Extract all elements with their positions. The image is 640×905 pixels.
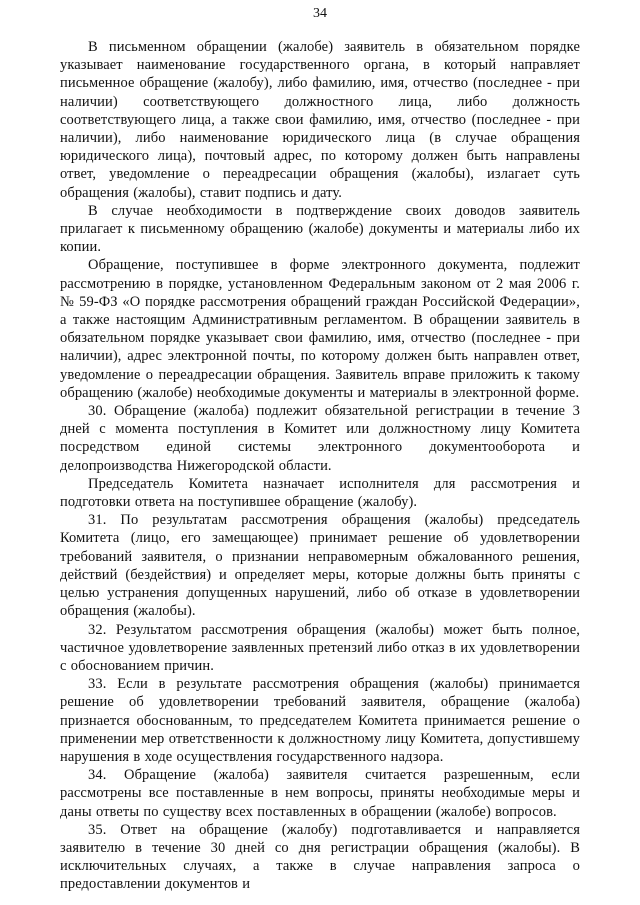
document-page <box>60 0 580 894</box>
paragraph-supporting-documents: В случае необходимости в подтверждение своих доводов заявитель прилагает к письменному обращению (жалобе) документы и материалы либо их копии. <box>60 202 580 256</box>
paragraph-executor-assignment: Председатель Комитета назначает исполнителя для рассмотрения и подготовки ответа на поступившее обращение (жалобу). <box>60 475 580 511</box>
paragraph-item-32-result: 32. Результатом рассмотрения обращения (жалобы) может быть полное, частичное удовлетворение заявленных претензий либо отказ в их удовлетворении с обоснованием причин. <box>60 621 580 674</box>
paragraph-item-33-responsibility: 33. Если в результате рассмотрения обращения (жалобы) принимается решение об удовлетворении требований заявителя, обращение (жалоба) признается обоснованным, то председателем Комитета принимается решение о применении мер ответственности к должностному лицу Комитета, допустившему нарушения в ходе осуществления государственного надзора. <box>60 676 580 765</box>
paragraph-item-31-decision: 31. По результатам рассмотрения обращения (жалобы) председатель Комитета (лицо, его замещающее) принимает решение об удовлетворении требований заявителя, о признании неправомерным обжалованного решения, действий (бездействия) и определяет меры, которые должны быть приняты с целью устранения допущенных нарушений, либо об отказе в удовлетворении обращения (жалобы). <box>60 512 580 620</box>
page-number: 34 <box>313 6 327 21</box>
paragraph-electronic-complaint: Обращение, поступившее в форме электронного документа, подлежит рассмотрению в порядке, установленном Федеральным законом от 2 мая 2006 г. № 59-ФЗ «О порядке рассмотрения обращений граждан Российской Федерации», а также настоящим Административным регламентом. В обращении заявитель в обязательном порядке указывает свои фамилию, имя, отчество (последнее - при наличии), адрес электронной почты, по которому должен быть направлен ответ, уведомление о переадресации обращения. Заявитель вправе приложить к такому обращению (жалобе) необходимые документы и материалы в электронной форме. <box>60 257 580 401</box>
paragraph-item-30-registration: 30. Обращение (жалоба) подлежит обязательной регистрации в течение 3 дней с момента поступления в Комитет или должностному лицу Комитета посредством единой системы электронного документооборота и делопроизводства Нижегородской области. <box>60 403 580 474</box>
paragraph-item-34-resolved: 34. Обращение (жалоба) заявителя считается разрешенным, если рассмотрены все поставленные в нем вопросы, приняты необходимые меры и даны ответы по существу всех поставленных в обращении (жалобе) вопросов. <box>60 767 580 820</box>
paragraph-item-35-response-deadline: 35. Ответ на обращение (жалобу) подготавливается и направляется заявителю в течение 30 дней со дня регистрации обращения (жалобы). В исключительных случаях, а также в случае направления запроса о предоставлении документов и <box>60 821 580 893</box>
paragraph-written-complaint-requirements: В письменном обращении (жалобе) заявитель в обязательном порядке указывает наименование государственного органа, в который направляет письменное обращение (жалобу), либо фамилию, имя, отчество (последнее - при наличии) соответствующего должностного лица, либо должность соответствующего лица, а также свои фамилию, имя, отчество (последнее - при наличии), либо наименование юридического лица (в случае обращения юридического лица), почтовый адрес, по которому должен быть направлены ответ, уведомление о переадресации обращения (жалобы), излагает суть обращения (жалобы), ставит подпись и дату. <box>60 39 580 201</box>
